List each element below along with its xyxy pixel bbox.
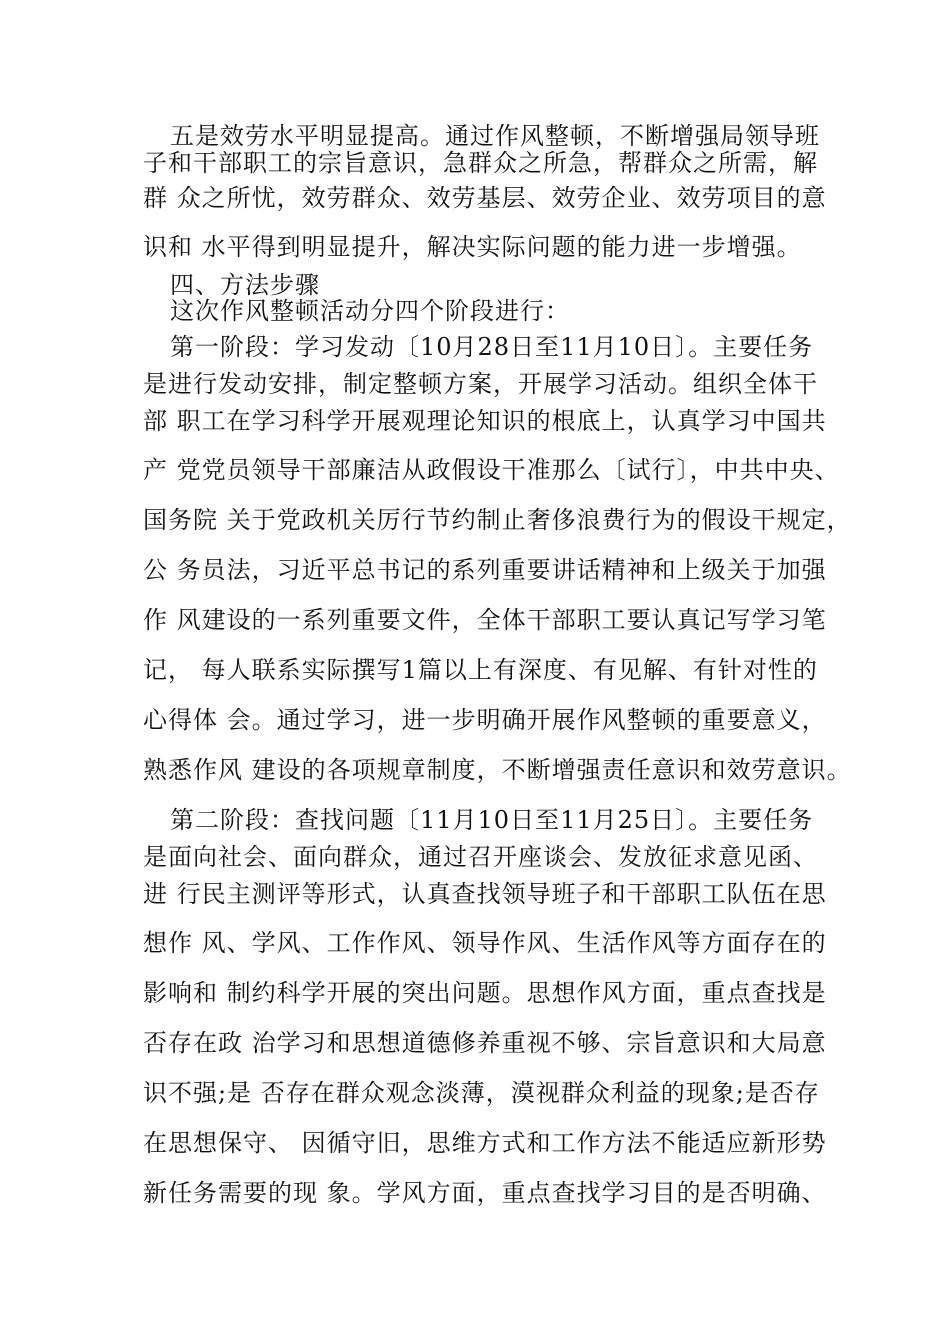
text-line: 产 党党员领导干部廉洁从政假设干准那么〔试行〕，中共中央、 (143, 456, 840, 484)
text-line: 记， 每人联系实际撰写1篇以上有深度、有见解、有针对性的 (143, 656, 818, 684)
text-line: 国务院 关于党政机关厉行节约制止奢侈浪费行为的假设干规定， (143, 506, 852, 534)
text-line: 是面向社会、面向群众，通过召开座谈会、发放征求意见函、 (143, 843, 818, 871)
text-line: 第二阶段：查找问题〔11月10日至11月25日〕。主要任务 (170, 806, 814, 834)
text-line: 部 职工在学习科学开展观理论知识的根底上，认真学习中国共 (143, 407, 827, 435)
text-line: 识不强;是 否存在群众观念淡薄，漠视群众利益的现象;是否存 (143, 1079, 820, 1107)
text-line: 五是效劳水平明显提高。通过作风整顿，不断增强局领导班 (170, 122, 820, 150)
text-line: 子和干部职工的宗旨意识，急群众之所急，帮群众之所需，解 (143, 149, 818, 177)
text-line: 进 行民主测评等形式，认真查找领导班子和干部职工队伍在思 (143, 880, 827, 908)
section-heading: 四、方法步骤 (170, 271, 320, 299)
text-line: 这次作风整顿活动分四个阶段进行： (170, 297, 570, 325)
text-line: 心得体 会。通过学习，进一步明确开展作风整顿的重要意义， (143, 706, 827, 734)
text-line: 公 务员法，习近平总书记的系列重要讲话精神和上级关于加强 (143, 556, 827, 584)
text-line: 在思想保守、 因循守旧，思维方式和工作方法不能适应新形势 (143, 1129, 827, 1157)
text-line: 熟悉作风 建设的各项规章制度，不断增强责任意识和效劳意识。 (143, 756, 852, 784)
text-line: 否存在政 治学习和思想道德修养重视不够、宗旨意识和大局意 (143, 1029, 827, 1057)
text-line: 作 风建设的一系列重要文件，全体干部职工要认真记写学习笔 (143, 606, 827, 634)
text-line: 影响和 制约科学开展的突出问题。思想作风方面，重点查找是 (143, 979, 827, 1007)
text-line: 是进行发动安排，制定整顿方案，开展学习活动。组织全体干 (143, 370, 818, 398)
text-line: 想作 风、学风、工作作风、领导作风、生活作风等方面存在的 (143, 929, 827, 957)
text-line: 群 众之所忧，效劳群众、效劳基层、效劳企业、效劳项目的意 (143, 184, 827, 212)
text-line: 识和 水平得到明显提升，解决实际问题的能力进一步增强。 (143, 233, 802, 261)
text-line: 第一阶段：学习发动〔10月28日至11月10日〕。主要任务 (170, 333, 814, 361)
text-line: 新任务需要的现 象。学风方面，重点查找学习目的是否明确、 (143, 1179, 827, 1207)
